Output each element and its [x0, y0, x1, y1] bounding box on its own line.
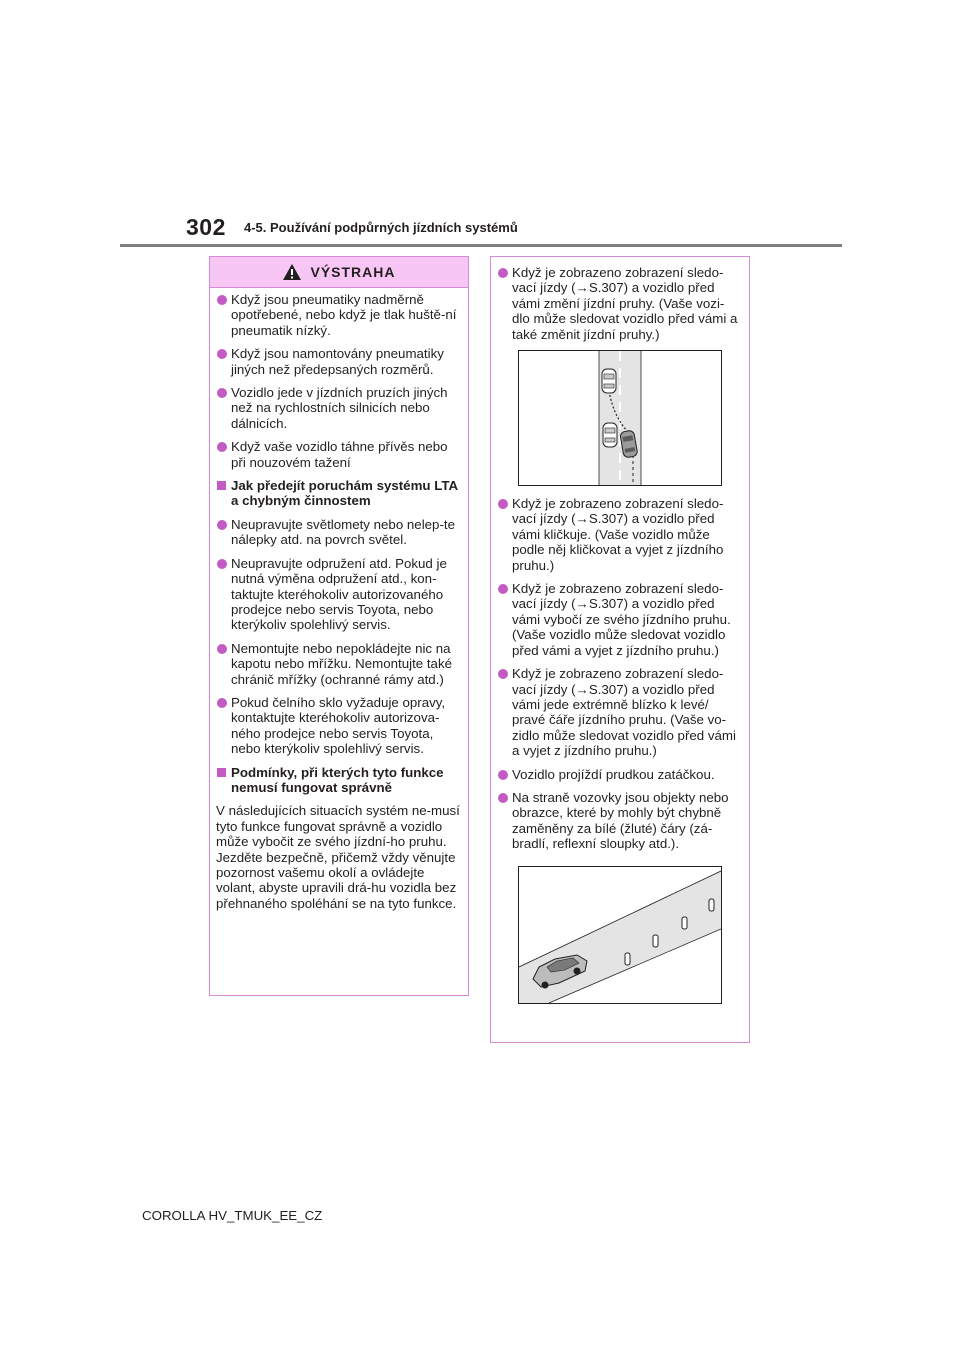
list-item: Když je zobrazeno zobrazení sledo-vací jízdy (→S.307) a vozidlo před vámi změní jízdní pruhy. (Vaše vozi-dlo může sledovat vozidlo před vámi a také změnit jízdní pruhy.) [497, 265, 741, 342]
warning-content-right [491, 257, 749, 1004]
footer-model-code: COROLLA HV_TMUK_EE_CZ [142, 1208, 323, 1223]
car-icon [603, 423, 617, 447]
list-item: Když vaše vozidlo táhne přívěs nebo při nouzovém tažení [216, 439, 460, 470]
list-item: Když jsou namontovány pneumatiky jiných než předepsaných rozměrů. [216, 346, 460, 377]
list-item: Neupravujte světlomety nebo nelep-te nálepky atd. na povrch světel. [216, 517, 460, 548]
list-item: Pokud čelního sklo vyžaduje opravy, kontaktujte kteréhokoliv autorizova-ného prodejce nebo servis Toyota, nebo kterýkoliv spolehlivý servis. [216, 695, 460, 757]
list-item: Nemontujte nebo nepokládejte nic na kapotu nebo mřížku. Nemontujte také chránič mřížky (ochranné rámy atd.) [216, 641, 460, 687]
paragraph: V následujících situacích systém ne-musí tyto funkce fungovat správně a vozidlo může vybočit ze svého jízdní-ho pruhu. Jezděte bezpečně, přičemž vždy věnujte pozornost vašemu okolí a ovládejte volant, abyste upravili drá-hu vozidla bez přehnaného spoléhání se na tyto funkce. [216, 803, 460, 911]
warning-content-left [210, 288, 468, 911]
roadside-objects-drawing [519, 867, 721, 1003]
page-number: 302 [186, 214, 226, 240]
list-item: Když je zobrazeno zobrazení sledo-vací jízdy (→S.307) a vozidlo před vámi vybočí ze svého jízdního pruhu. (Vaše vozidlo může sledovat vozidlo před vámi a vyjet z jízdního pruhu.) [497, 581, 741, 658]
header-divider [120, 244, 842, 247]
warning-box-left [209, 256, 469, 996]
lane-change-drawing [519, 351, 721, 485]
warning-title: VÝSTRAHA [310, 264, 396, 280]
roadside-objects-illustration [518, 866, 722, 1004]
warning-triangle-icon [282, 263, 302, 281]
list-item: Když je zobrazeno zobrazení sledo-vací jízdy (→S.307) a vozidlo před vámi jede extrémně blízko k levé/ pravé čáře jízdního pruhu. (Vaše vo-zidlo může sledovat vozidlo před vámi a vyjet z jízdního pruhu.) [497, 666, 741, 758]
warning-header [210, 257, 468, 288]
list-item: Neupravujte odpružení atd. Pokud je nutná výměna odpružení atd., kon-taktujte kteréhokoliv autorizovaného prodejce nebo servis Toyota, nebo kterýkoliv spolehlivý servis. [216, 556, 460, 633]
list-item: Když jsou pneumatiky nadměrně opotřebené, nebo když je tlak huště-ní pneumatik nízký. [216, 292, 460, 338]
car-icon [602, 369, 616, 393]
subsection-heading: Podmínky, při kterých tyto funkce nemusí fungovat správně [216, 765, 460, 796]
section-title: 4-5. Používání podpůrných jízdních systémů [244, 220, 518, 235]
lane-change-illustration [518, 350, 722, 486]
subsection-heading: Jak předejít poruchám systému LTA a chybným činnostem [216, 478, 460, 509]
list-item: Vozidlo projíždí prudkou zatáčkou. [497, 767, 741, 782]
list-item: Vozidlo jede v jízdních pruzích jiných než na rychlostních silnicích nebo dálnicích. [216, 385, 460, 431]
warning-box-right [490, 256, 750, 1043]
list-item: Když je zobrazeno zobrazení sledo-vací jízdy (→S.307) a vozidlo před vámi kličkuje. (Vaše vozidlo může podle něj kličkovat a vyjet z jízdního pruhu.) [497, 496, 741, 573]
list-item: Na straně vozovky jsou objekty nebo obrazce, které by mohly být chybně zaměněny za bílé (žluté) čáry (zá-bradlí, reflexní sloupky atd.). [497, 790, 741, 852]
